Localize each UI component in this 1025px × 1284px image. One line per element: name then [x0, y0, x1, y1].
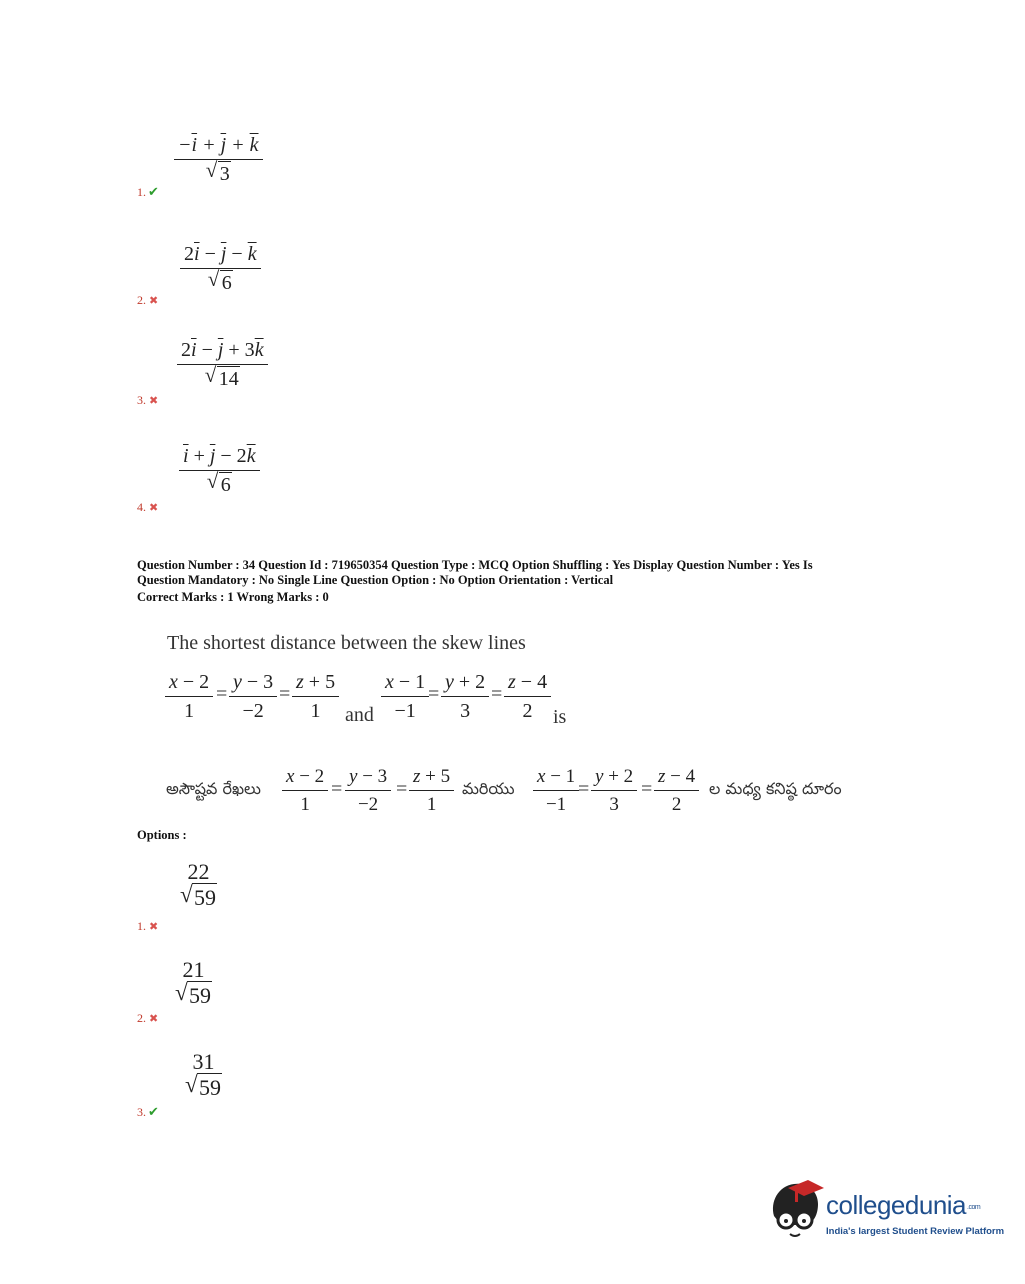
line1-y-term: $\frac{y - 3}{-2}$	[229, 672, 277, 721]
equals-sign: =	[491, 683, 503, 705]
options-label: Options :	[137, 828, 187, 842]
equals-sign: =	[279, 683, 291, 705]
equals-sign: =	[396, 778, 408, 800]
equals-sign: =	[641, 778, 653, 800]
question-text-telugu-suffix: ల మధ్య కనిష్ఠ దూరం	[709, 779, 842, 798]
cross-icon: ✖	[149, 295, 159, 307]
meta-line-2: Question Mandatory : No Single Line Question Option : No Option Orientation : Vertical	[137, 573, 614, 587]
check-icon: ✔	[148, 184, 159, 199]
word-and: and	[345, 704, 374, 726]
cross-icon: ✖	[149, 921, 159, 933]
line1-x-term: $\frac{x - 2}{1}$	[165, 672, 213, 721]
telugu-line1-z-term: $\frac{z + 5}{1}$	[409, 767, 454, 814]
collegedunia-logo[interactable]	[768, 1176, 1005, 1248]
option-3-expression: 31 √ 59	[185, 1049, 221, 1100]
equals-sign: =	[578, 778, 590, 800]
telugu-line2-y-term: $\frac{y + 2}{3}$	[591, 767, 637, 814]
prev-option-2-label: 2. ✖	[137, 293, 159, 307]
equals-sign: =	[216, 683, 228, 705]
cross-icon: ✖	[149, 502, 159, 514]
question-meta	[137, 558, 877, 605]
logo-tagline: India's largest Student Review Platform	[826, 1226, 1005, 1237]
meta-line-3: Correct Marks : 1 Wrong Marks : 0	[137, 590, 329, 604]
option-2-label: 2. ✖	[137, 1011, 159, 1025]
equals-sign: =	[331, 778, 343, 800]
question-text-telugu-prefix: అసౌష్టవ రేఖలు	[166, 779, 261, 798]
option-1-label: 1. ✖	[137, 919, 159, 933]
prev-option-1-expression: $-\overline{i} + \overline{j} + \overline{k}$ √ 3	[174, 135, 263, 184]
prev-option-3-expression: $2\overline{i} - \overline{j} + 3\overline{k}$ √ 14	[177, 340, 268, 389]
question-text-english: The shortest distance between the skew lines	[167, 632, 526, 654]
cross-icon: ✖	[149, 1013, 159, 1025]
option-1-expression: 22 √ 59	[180, 859, 216, 910]
word-is: is	[553, 706, 567, 728]
telugu-line2-z-term: $\frac{z - 4}{2}$	[654, 767, 699, 814]
prev-option-4-expression: $\overline{i} + \overline{j} - 2\overline{k}$ √ 6	[179, 446, 260, 495]
telugu-line1-x-term: $\frac{x - 2}{1}$	[282, 767, 328, 814]
telugu-line1-y-term: $\frac{y - 3}{-2}$	[345, 767, 391, 814]
option-3-label: 3. ✔	[137, 1104, 159, 1119]
telugu-line2-x-term: $\frac{x - 1}{-1}$	[533, 767, 579, 814]
meta-line-1: Question Number : 34 Question Id : 719650354 Question Type : MCQ Option Shuffling : Yes Display Question Number : Yes Is	[137, 558, 813, 572]
mascot-icon	[768, 1176, 826, 1246]
equals-sign: =	[428, 683, 440, 705]
prev-option-1-label: 1. ✔	[137, 184, 159, 199]
prev-option-2-expression: $2\overline{i} - \overline{j} - \overline{k}$ √ 6	[180, 244, 261, 293]
line2-x-term: $\frac{x - 1}{-1}$	[381, 672, 429, 721]
option-2-expression: 21 √ 59	[175, 957, 211, 1008]
cross-icon: ✖	[149, 395, 159, 407]
prev-option-3-label: 3. ✖	[137, 393, 159, 407]
logo-brand: collegedunia.com	[826, 1190, 981, 1220]
line2-z-term: $\frac{z - 4}{2}$	[504, 672, 551, 721]
line2-y-term: $\frac{y + 2}{3}$	[441, 672, 489, 721]
check-icon: ✔	[148, 1104, 159, 1119]
telugu-and: మరియు	[462, 779, 515, 798]
prev-option-4-label: 4. ✖	[137, 500, 159, 514]
line1-z-term: $\frac{z + 5}{1}$	[292, 672, 339, 721]
